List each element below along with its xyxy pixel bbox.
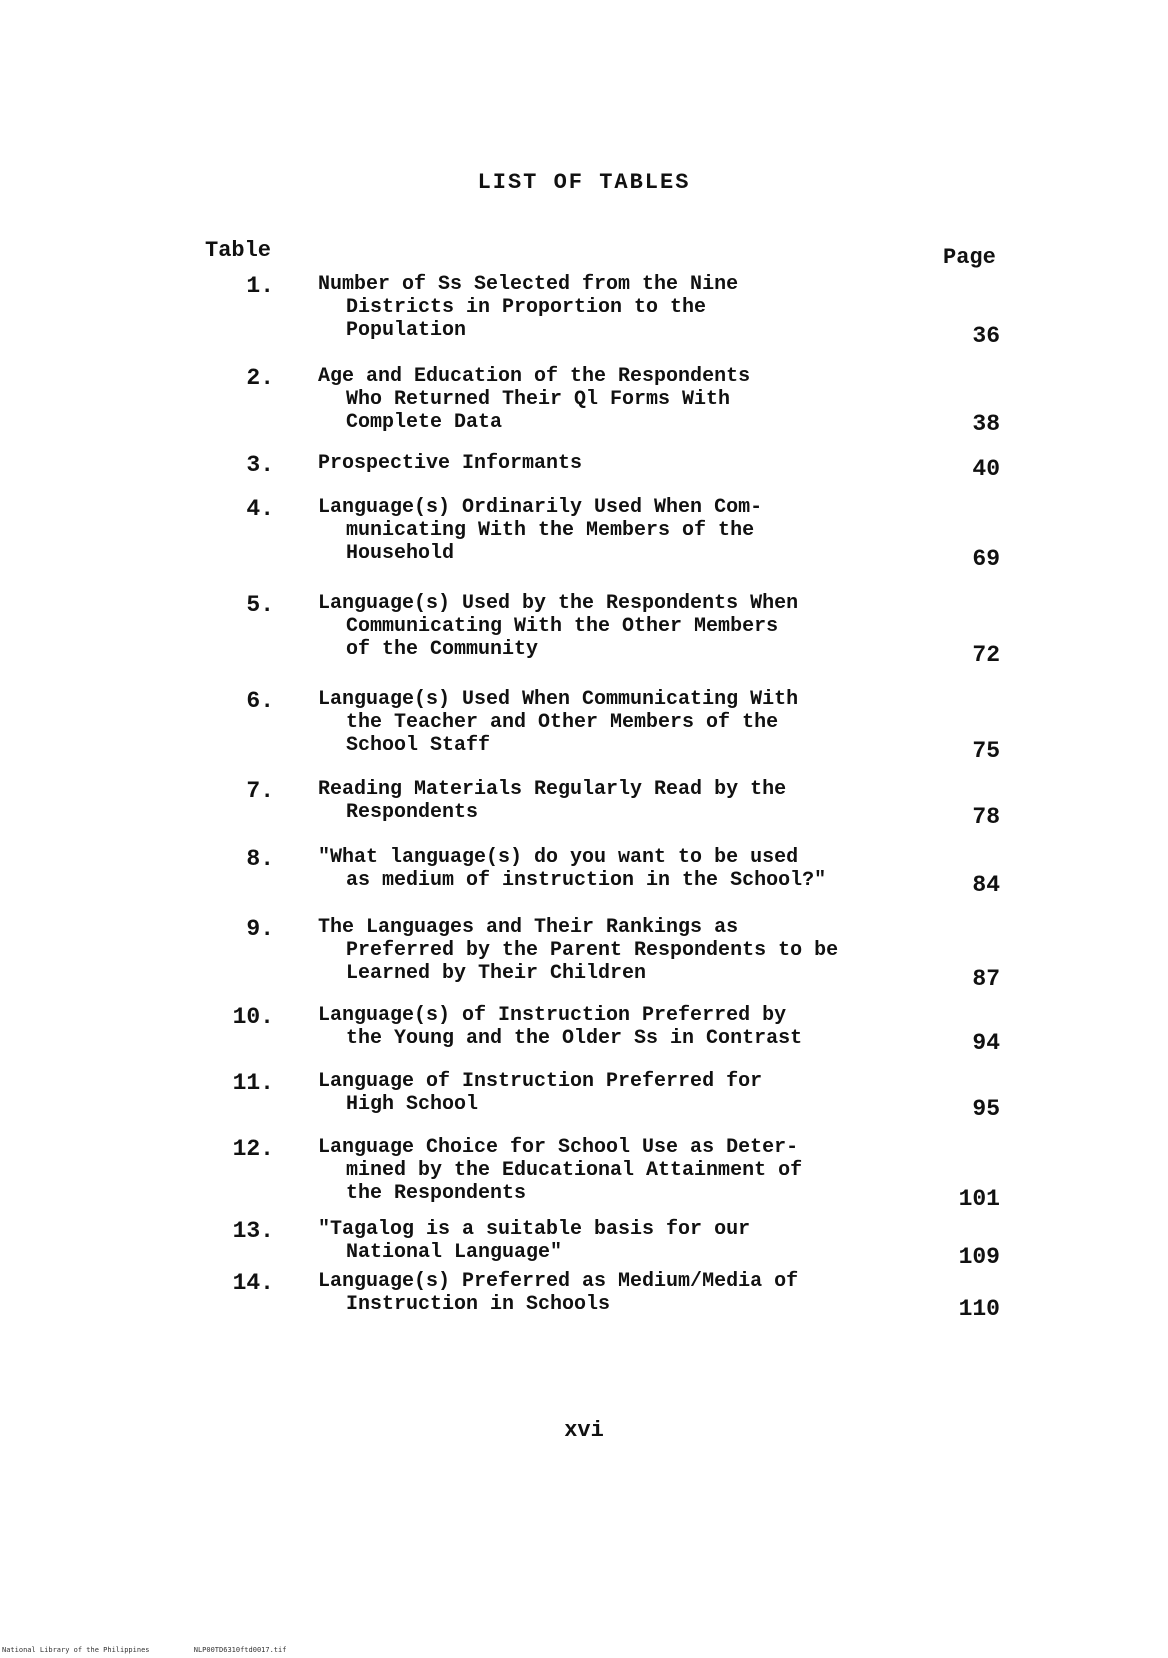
table-page-number: 94 xyxy=(972,1030,1000,1056)
table-title xyxy=(318,778,918,824)
table-title-line: Complete Data xyxy=(346,411,503,434)
table-title xyxy=(318,846,918,892)
table-title xyxy=(318,365,918,434)
table-title-line: Districts in Proportion to the xyxy=(346,296,707,319)
table-title xyxy=(318,688,918,757)
table-title-line: Household xyxy=(346,542,455,565)
footer-file: NLP00TD6310ftd0017.tif xyxy=(193,1646,287,1654)
table-title-line: Language Choice for School Use as Deter- xyxy=(318,1136,799,1159)
table-title xyxy=(318,592,918,661)
table-title-line: National Language" xyxy=(346,1241,563,1264)
table-title-line: as medium of instruction in the School?" xyxy=(346,869,827,892)
table-page-number: 72 xyxy=(972,642,1000,668)
table-title-line: Number of Ss Selected from the Nine xyxy=(318,273,739,296)
table-title-line: of the Community xyxy=(346,638,539,661)
table-title-line: Learned by Their Children xyxy=(346,962,647,985)
table-number: 2. xyxy=(246,365,274,391)
table-title-line: "Tagalog is a suitable basis for our xyxy=(318,1218,751,1241)
table-title-line: Instruction in Schools xyxy=(346,1293,611,1316)
table-number: 1. xyxy=(246,273,274,299)
table-title-line: Language(s) Used by the Respondents When xyxy=(318,592,799,615)
table-number: 14. xyxy=(232,1270,274,1296)
table-title-line: Language(s) Used When Communicating With xyxy=(318,688,799,711)
table-number: 9. xyxy=(246,916,274,942)
table-title-line: Prospective Informants xyxy=(318,452,583,475)
table-title xyxy=(318,1004,918,1050)
scan-footer xyxy=(2,1646,326,1654)
table-column-header: Table xyxy=(205,238,272,263)
table-title-line: "What language(s) do you want to be used xyxy=(318,846,799,869)
table-title-line: The Languages and Their Rankings as xyxy=(318,916,739,939)
table-number: 12. xyxy=(232,1136,274,1162)
table-page-number: 87 xyxy=(972,966,1000,992)
table-title-line: the Young and the Older Ss in Contrast xyxy=(346,1027,803,1050)
table-page-number: 109 xyxy=(958,1244,1000,1270)
table-title xyxy=(318,273,918,342)
table-number: 5. xyxy=(246,592,274,618)
page-title: LIST OF TABLES xyxy=(477,170,691,195)
table-page-number: 38 xyxy=(972,411,1000,437)
footer-library: National Library of the Philippines xyxy=(2,1646,150,1654)
table-title xyxy=(318,1136,918,1205)
table-title-line: Who Returned Their Ql Forms With xyxy=(346,388,731,411)
table-title-line: Language(s) Preferred as Medium/Media of xyxy=(318,1270,799,1293)
table-number: 10. xyxy=(232,1004,274,1030)
table-number: 4. xyxy=(246,496,274,522)
table-page-number: 75 xyxy=(972,738,1000,764)
table-title-line: High School xyxy=(346,1093,479,1116)
table-title-line: Language(s) of Instruction Preferred by xyxy=(318,1004,787,1027)
table-title-line: Language(s) Ordinarily Used When Com- xyxy=(318,496,763,519)
table-title xyxy=(318,1070,918,1116)
table-title xyxy=(318,452,918,475)
table-page-number: 84 xyxy=(972,872,1000,898)
table-title xyxy=(318,496,918,565)
table-page-number: 40 xyxy=(972,456,1000,482)
table-title-line: Language of Instruction Preferred for xyxy=(318,1070,763,1093)
table-title-line: Respondents xyxy=(346,801,479,824)
table-page-number: 101 xyxy=(958,1186,1000,1212)
table-title-line: the Respondents xyxy=(346,1182,527,1205)
page-column-header: Page xyxy=(943,245,996,270)
table-title-line: Reading Materials Regularly Read by the xyxy=(318,778,787,801)
table-number: 7. xyxy=(246,778,274,804)
table-title-line: School Staff xyxy=(346,734,491,757)
table-title xyxy=(318,1218,918,1264)
table-title-line: Population xyxy=(346,319,467,342)
table-title-line: Communicating With the Other Members xyxy=(346,615,779,638)
table-page-number: 95 xyxy=(972,1096,1000,1122)
table-title xyxy=(318,916,918,985)
table-number: 3. xyxy=(246,452,274,478)
table-number: 6. xyxy=(246,688,274,714)
table-number: 11. xyxy=(232,1070,274,1096)
table-page-number: 36 xyxy=(972,323,1000,349)
table-title xyxy=(318,1270,918,1316)
table-page-number: 78 xyxy=(972,804,1000,830)
page-number: xvi xyxy=(564,1418,604,1443)
table-number: 13. xyxy=(232,1218,274,1244)
table-title-line: the Teacher and Other Members of the xyxy=(346,711,779,734)
table-title-line: Preferred by the Parent Respondents to be xyxy=(346,939,839,962)
table-title-line: Age and Education of the Respondents xyxy=(318,365,751,388)
table-page-number: 110 xyxy=(958,1296,1000,1322)
table-page-number: 69 xyxy=(972,546,1000,572)
table-title-line: municating With the Members of the xyxy=(346,519,755,542)
table-title-line: mined by the Educational Attainment of xyxy=(346,1159,803,1182)
table-number: 8. xyxy=(246,846,274,872)
